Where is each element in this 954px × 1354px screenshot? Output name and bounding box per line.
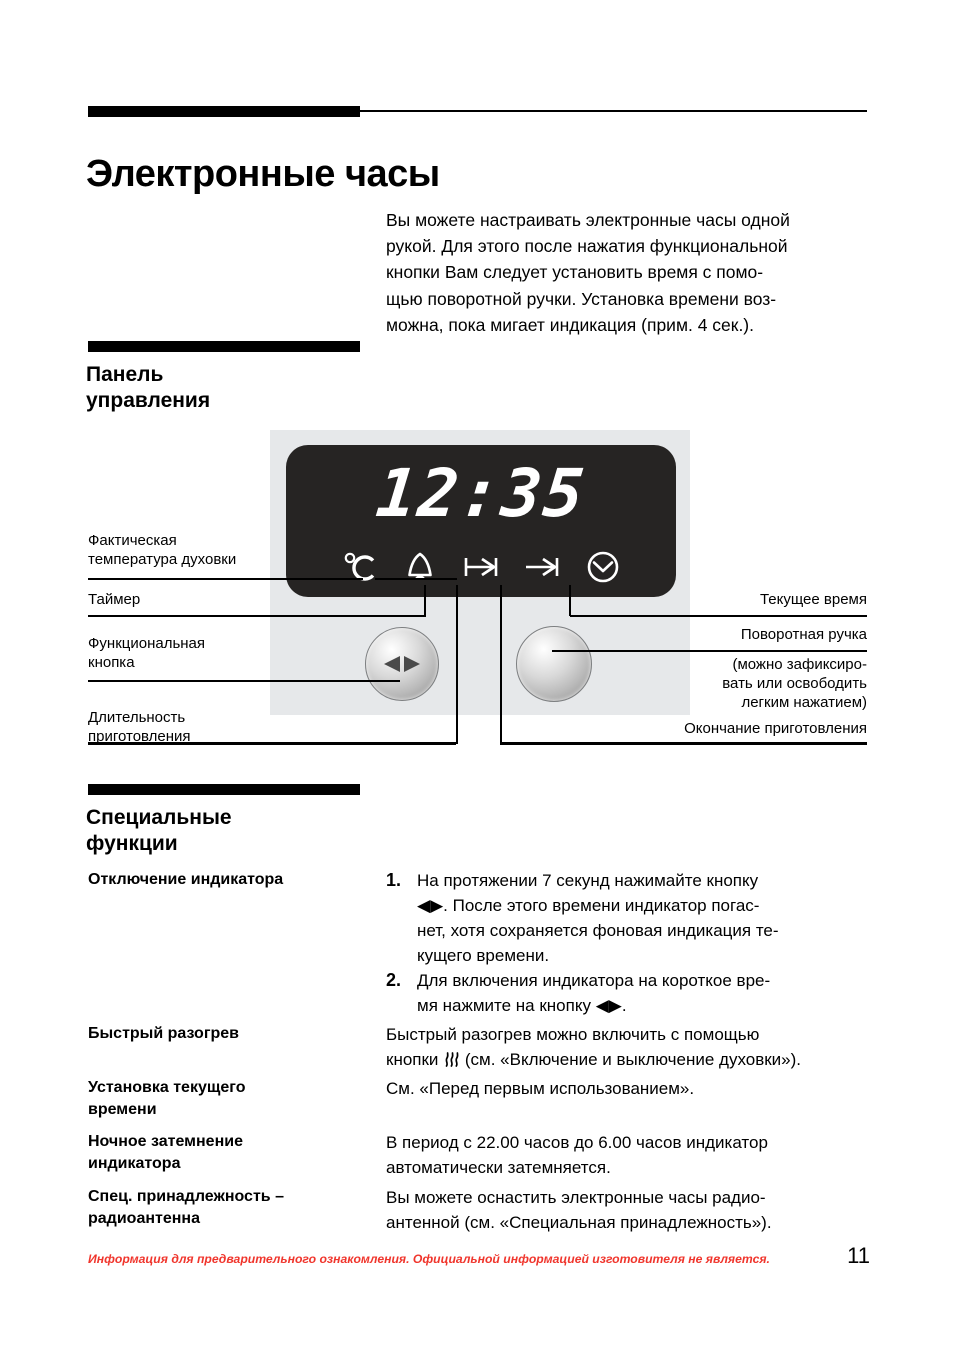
sf-step-line: нет, хотя сохраняется фоновая индикация те- <box>417 921 779 940</box>
sf-term-line: Ночное затемнение <box>88 1133 243 1150</box>
sf-step-2 <box>386 968 870 1018</box>
clock-icon <box>583 546 623 588</box>
leader-line-timer <box>88 615 426 617</box>
control-panel-heading-line2: управления <box>86 389 211 412</box>
sf-step-line: мя нажмите на кнопку ◀▶. <box>417 996 627 1015</box>
leader-riser-timer <box>424 585 426 616</box>
callout-line: температура духовки <box>88 551 237 568</box>
sf-term-line: Быстрый разогрев <box>88 1025 239 1042</box>
sf-term-night-dimming <box>88 1131 378 1175</box>
leader-line-function-button <box>88 680 400 682</box>
sf-desc-set-current-time <box>386 1076 870 1101</box>
sf-term-fast-preheat <box>88 1023 378 1045</box>
header-rule-thick <box>88 106 360 117</box>
sf-step-line: Для включения индикатора на короткое вре- <box>417 971 771 990</box>
leader-line-end-of-cooking <box>500 742 867 745</box>
callout-line: приготовления <box>88 728 191 745</box>
callout-line: Фактическая <box>88 532 177 549</box>
duration-icon <box>461 546 501 588</box>
callout-line: Длительность <box>88 709 186 726</box>
leader-riser-duration <box>456 585 458 744</box>
sf-desc-line: антенной (см. «Специальная принадлежность»). <box>386 1213 772 1232</box>
sf-step-line: На протяжении 7 секунд нажимайте кнопку <box>417 871 759 890</box>
control-panel-heading-line1: Панель <box>86 363 164 386</box>
sf-term-display-off <box>88 869 378 891</box>
sf-term-line: Установка текущего <box>88 1079 246 1096</box>
sf-term-line: индикатора <box>88 1155 181 1172</box>
callout-actual-oven-temperature <box>88 531 358 569</box>
sf-step-line: кущего времени. <box>417 946 550 965</box>
special-functions-heading <box>86 805 386 857</box>
fast-heat-icon <box>443 1050 460 1067</box>
callout-rotary-knob <box>560 625 867 644</box>
callout-line: легким нажатием) <box>741 694 867 711</box>
sf-step-body <box>417 868 870 968</box>
intro-line: Вы можете настраивать электронные часы одной <box>386 210 790 230</box>
callout-end-of-cooking <box>560 719 867 738</box>
sf-term-set-current-time <box>88 1077 378 1121</box>
sf-desc-line: См. «Перед первым использованием». <box>386 1079 695 1098</box>
sf-step-line: ◀▶. После этого времени индикатор погас- <box>417 896 760 915</box>
sf-desc-line: Вы можете оснастить электронные часы радио- <box>386 1188 766 1207</box>
callout-rotary-knob-note <box>560 655 867 712</box>
sf-desc-radio-antenna <box>386 1185 870 1235</box>
intro-line: кнопки Вам следует установить время с помо- <box>386 262 764 283</box>
callout-line: кнопка <box>88 654 135 671</box>
sf-step-number: 1. <box>386 870 402 890</box>
page-title: Электронные часы <box>86 153 440 196</box>
page-number: 11 <box>847 1243 870 1268</box>
callout-line: Функциональная <box>88 635 206 652</box>
callout-line: вать или освободить <box>722 675 867 692</box>
sf-term-line: времени <box>88 1101 157 1118</box>
callout-line: Текущее время <box>759 591 867 608</box>
sf-desc-line: В период с 22.00 часов до 6.00 часов индикатор <box>386 1133 768 1152</box>
sf-desc-night-dimming <box>386 1130 870 1180</box>
special-functions-heading-line1: Специальные <box>86 806 232 829</box>
footer-disclaimer: Информация для предварительного ознакомления. Официальной информацией изготовителя не является. <box>88 1252 770 1266</box>
callout-function-button <box>88 634 358 672</box>
leader-line-rotary-knob <box>552 650 867 652</box>
intro-line: можна, пока мигает индикация (прим. 4 сек.). <box>386 314 754 335</box>
section-bar-control-panel <box>88 341 360 352</box>
intro-paragraph <box>386 207 870 338</box>
sf-desc-line: Быстрый разогрев можно включить с помощью <box>386 1025 760 1044</box>
bell-icon <box>400 546 440 588</box>
callout-cooking-duration <box>88 708 358 746</box>
lcd-display <box>286 445 676 597</box>
sf-step-body <box>417 968 870 1018</box>
leader-riser-end-of-cooking <box>500 585 502 744</box>
leader-line-actual-temp-inner <box>375 578 457 580</box>
callout-line: Окончание приготовления <box>684 720 867 737</box>
function-button[interactable] <box>365 627 439 701</box>
sf-desc-line: автоматически затемняется. <box>386 1158 611 1177</box>
sf-term-radio-antenna <box>88 1186 378 1230</box>
control-panel-heading <box>86 362 366 414</box>
callout-line: Таймер <box>88 591 141 608</box>
special-functions-heading-line2: функции <box>86 832 178 855</box>
sf-term-line: Спец. принадлежность – <box>88 1188 284 1205</box>
callout-line: (можно зафиксиро- <box>732 656 867 673</box>
lcd-time-readout: 12:35 <box>372 455 590 532</box>
intro-line: рукой. Для этого после нажатия функциональной <box>386 236 788 257</box>
callout-current-time <box>600 590 867 609</box>
sf-desc-fast-preheat <box>386 1022 870 1072</box>
leader-line-actual-temp <box>88 578 363 580</box>
sf-term-line: Отключение индикатора <box>88 871 284 888</box>
left-right-arrows-icon <box>366 628 438 700</box>
sf-term-line: радиоантенна <box>88 1210 200 1227</box>
end-time-icon <box>522 546 562 588</box>
leader-riser-current-time <box>569 585 571 616</box>
callout-line: Поворотная ручка <box>740 626 867 643</box>
sf-step-1 <box>386 868 870 968</box>
sf-step-number: 2. <box>386 970 402 990</box>
intro-line: щью поворотной ручки. Установка времени воз- <box>386 288 777 309</box>
sf-desc-line: кнопки (см. «Включение и выключение духовки»). <box>386 1050 802 1069</box>
callout-timer <box>88 590 358 609</box>
leader-line-current-time <box>570 615 867 617</box>
section-bar-special-functions <box>88 784 360 795</box>
